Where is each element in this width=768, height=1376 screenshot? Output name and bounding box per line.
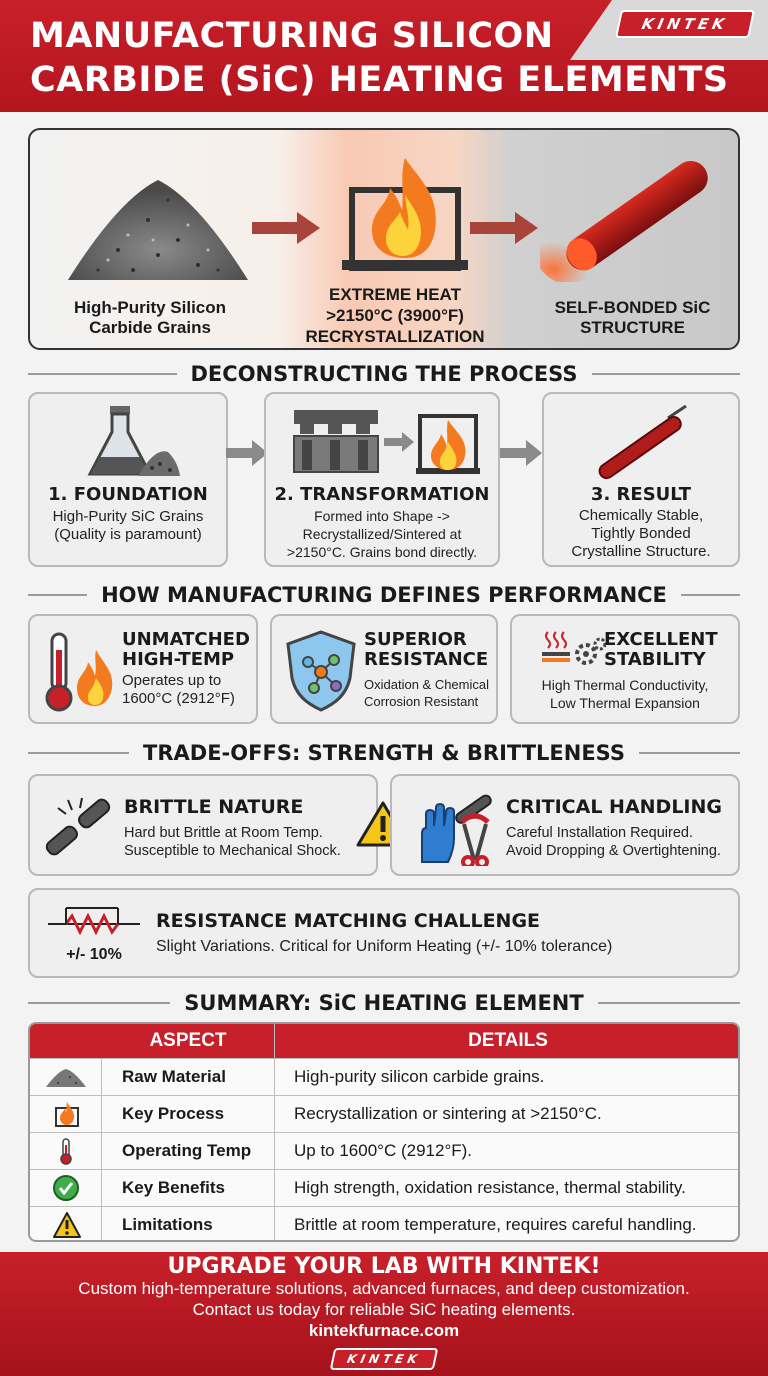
step-result-line2: Tightly Bonded <box>591 525 691 542</box>
perf-stability-title-2: STABILITY <box>604 649 706 670</box>
perf-resistance-line2: Corrosion Resistant <box>364 694 479 709</box>
hero-label-right-line2: STRUCTURE <box>580 318 685 337</box>
perf-stability-title-1: EXCELLENT <box>604 629 718 650</box>
summary-title-text: SUMMARY: SiC HEATING ELEMENT <box>170 991 597 1015</box>
hero-label-mid <box>285 284 505 347</box>
row-aspect: Key Benefits <box>122 1178 225 1197</box>
step-arrow-1-icon <box>226 438 268 468</box>
row-aspect: Raw Material <box>122 1067 226 1086</box>
grain-pile-icon <box>44 1067 88 1089</box>
step-transformation-text <box>266 507 498 561</box>
hero-label-mid-line1: EXTREME HEAT <box>329 285 461 304</box>
broken-rod-icon <box>38 790 118 864</box>
performance-title-text: HOW MANUFACTURING DEFINES PERFORMANCE <box>87 583 681 607</box>
row-aspect: Operating Temp <box>122 1141 252 1160</box>
mold-furnace-icon <box>290 402 480 478</box>
row-details: Up to 1600°C (2912°F). <box>294 1141 473 1160</box>
brittle-nature-card <box>28 774 378 876</box>
title-line-1: MANUFACTURING SILICON <box>30 16 554 56</box>
step-foundation-card <box>28 392 228 567</box>
critical-handling-title: CRITICAL HANDLING <box>506 796 722 818</box>
resistor-icon <box>46 902 142 946</box>
step-transformation-line2: Recrystallized/Sintered at <box>302 526 462 542</box>
hero-arrow-1-icon <box>252 208 322 248</box>
section-process-title <box>0 359 768 389</box>
perf-stability-line2: Low Thermal Expansion <box>550 695 700 711</box>
hero-label-right <box>530 298 735 338</box>
perf-stability-text <box>512 676 738 712</box>
hero-label-mid-line3: RECRYSTALLIZATION <box>305 327 485 346</box>
hero-label-left-line2: Carbide Grains <box>89 318 211 337</box>
perf-high-temp-card <box>28 614 258 724</box>
step-result-title: 3. RESULT <box>590 484 692 505</box>
perf-high-temp-line1: Operates up to <box>122 672 222 689</box>
table-row <box>30 1169 740 1206</box>
step-foundation-line1: High-Purity SiC Grains <box>52 508 204 525</box>
warning-icon <box>52 1211 82 1239</box>
row-details: Recrystallization or sintering at >2150°C. <box>294 1104 602 1123</box>
critical-handling-card <box>390 774 740 876</box>
header-aspect: ASPECT <box>149 1030 227 1051</box>
critical-handling-line1: Careful Installation Required. <box>506 825 693 841</box>
summary-table <box>28 1022 740 1242</box>
footer-line-2: Contact us today for reliable SiC heating elements. <box>192 1300 576 1319</box>
footer-line-1: Custom high-temperature solutions, advanced furnaces, and deep customization. <box>78 1279 690 1298</box>
brittle-nature-text <box>124 824 378 860</box>
perf-stability-line1: High Thermal Conductivity, <box>541 677 709 693</box>
summary-table-header <box>30 1024 740 1058</box>
perf-stability-title <box>604 630 736 670</box>
gloves-pliers-icon <box>414 790 498 866</box>
brittle-nature-title: BRITTLE NATURE <box>124 796 304 818</box>
resistance-matching-text: Slight Variations. Critical for Uniform Heating (+/- 10% tolerance) <box>156 938 613 955</box>
hero-arrow-2-icon <box>470 208 540 248</box>
hero-panel <box>28 128 740 350</box>
perf-high-temp-line2: 1600°C (2912°F) <box>122 690 235 707</box>
table-row <box>30 1095 740 1132</box>
title-line-2: CARBIDE (SiC) HEATING ELEMENTS <box>30 60 729 100</box>
perf-resistance-title <box>364 630 496 670</box>
step-result-text <box>544 507 738 561</box>
perf-resistance-line1: Oxidation & Chemical <box>364 677 489 692</box>
furnace-flame-icon <box>54 1100 80 1128</box>
perf-high-temp-title <box>122 630 254 670</box>
table-row <box>30 1206 740 1242</box>
section-summary-title <box>0 988 768 1018</box>
step-foundation-title: 1. FOUNDATION <box>48 484 208 505</box>
step-result-line1: Chemically Stable, <box>578 507 704 524</box>
step-foundation-text <box>30 508 226 544</box>
header-details: DETAILS <box>468 1030 548 1051</box>
heat-gears-icon <box>540 628 606 668</box>
tradeoffs-title-text: TRADE-OFFS: STRENGTH & BRITTLENESS <box>129 741 639 765</box>
thermometer-icon <box>58 1137 74 1165</box>
row-aspect: Limitations <box>122 1215 213 1234</box>
tolerance-badge: +/- 10% <box>66 946 122 963</box>
perf-resistance-title-1: SUPERIOR <box>364 629 467 650</box>
furnace-flame-icon <box>340 150 470 272</box>
step-result-card <box>542 392 740 567</box>
row-aspect: Key Process <box>122 1104 225 1123</box>
section-performance-title <box>0 580 768 610</box>
brittle-nature-line2: Susceptible to Mechanical Shock. <box>124 843 341 859</box>
row-details: High-purity silicon carbide grains. <box>294 1067 545 1086</box>
critical-handling-text <box>506 824 740 860</box>
row-details: Brittle at room temperature, requires careful handling. <box>294 1215 697 1234</box>
step-result-line3: Crystalline Structure. <box>571 543 711 560</box>
perf-high-temp-title-1: UNMATCHED <box>122 629 250 650</box>
perf-stability-card <box>510 614 740 724</box>
sic-rod-icon <box>540 152 730 282</box>
hero-label-left <box>50 298 250 338</box>
hero-label-right-line1: SELF-BONDED SiC <box>554 298 711 317</box>
step-transformation-card <box>264 392 500 567</box>
step-arrow-2-icon <box>500 438 542 468</box>
resistance-matching-title: RESISTANCE MATCHING CHALLENGE <box>156 910 541 932</box>
step-transformation-title: 2. TRANSFORMATION <box>274 484 490 505</box>
footer-headline: UPGRADE YOUR LAB WITH KINTEK! <box>167 1254 601 1279</box>
kintek-logo-footer[interactable]: KINTEK <box>330 1348 439 1370</box>
kintek-logo[interactable]: KINTEK <box>615 10 755 38</box>
step-transformation-line3: >2150°C. Grains bond directly. <box>286 544 478 560</box>
sic-grain-pile-icon <box>58 170 258 290</box>
section-tradeoffs-title <box>0 738 768 768</box>
header-banner <box>0 0 768 112</box>
thermometer-flame-icon <box>40 630 120 714</box>
perf-high-temp-text <box>122 672 256 708</box>
perf-resistance-title-2: RESISTANCE <box>364 649 489 670</box>
perf-resistance-text <box>364 676 498 710</box>
flask-grains-icon <box>80 402 180 482</box>
row-details: High strength, oxidation resistance, thermal stability. <box>294 1178 686 1197</box>
step-transformation-line1: Formed into Shape -> <box>314 508 450 524</box>
footer-url-link[interactable]: kintekfurnace.com <box>308 1321 460 1340</box>
table-row <box>30 1132 740 1169</box>
check-circle-icon <box>52 1174 80 1202</box>
shield-molecule-icon <box>284 628 358 712</box>
hero-label-left-line1: High-Purity Silicon <box>73 298 227 317</box>
hero-label-mid-line2: >2150°C (3900°F) <box>326 306 464 325</box>
resistance-matching-card <box>28 888 740 978</box>
perf-resistance-card <box>270 614 498 724</box>
process-title-text: DECONSTRUCTING THE PROCESS <box>177 362 592 386</box>
table-row <box>30 1058 740 1095</box>
perf-high-temp-title-2: HIGH-TEMP <box>122 649 235 670</box>
critical-handling-line2: Avoid Dropping & Overtightening. <box>506 843 721 859</box>
brittle-nature-line1: Hard but Brittle at Room Temp. <box>124 825 323 841</box>
step-foundation-line2: (Quality is paramount) <box>54 526 202 543</box>
sic-rod-icon <box>586 402 696 482</box>
